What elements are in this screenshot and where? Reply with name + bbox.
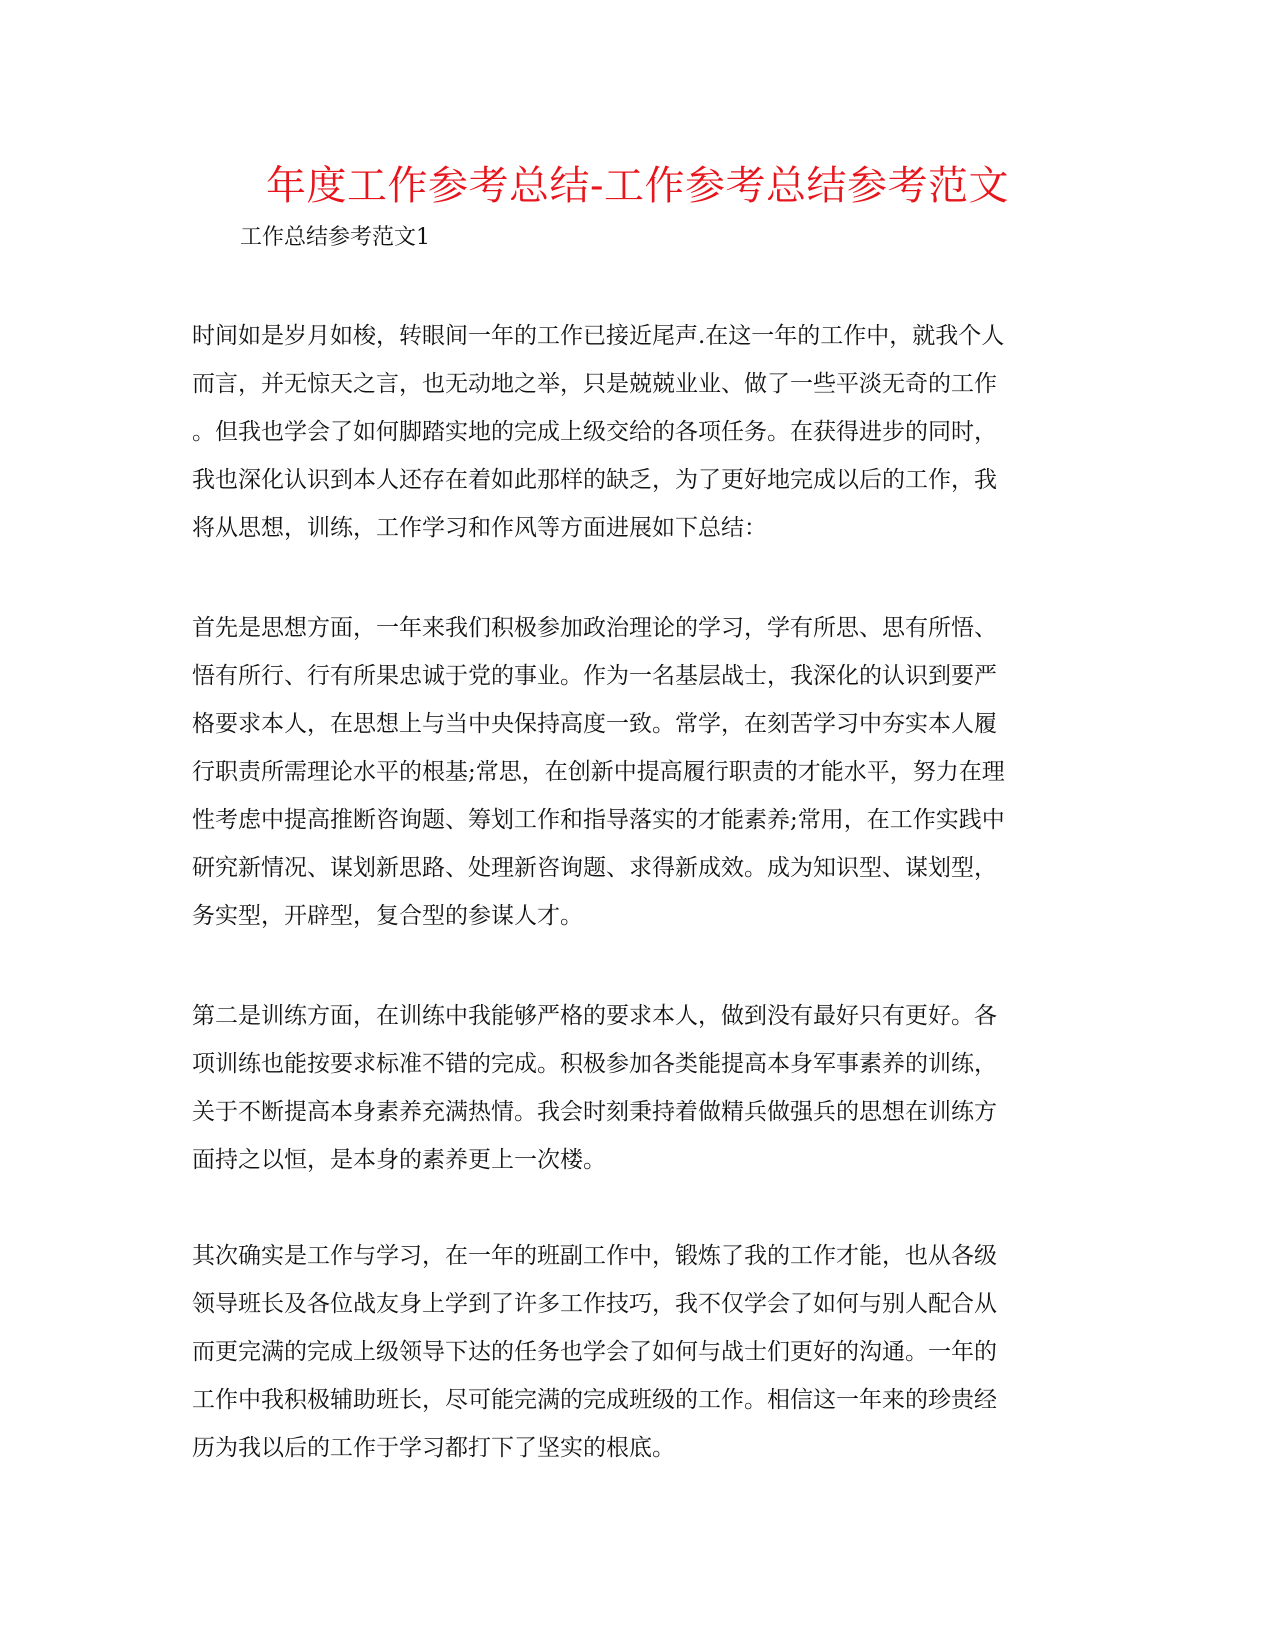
paragraph-line: 第二是训练方面，在训练中我能够严格的要求本人，做到没有最好只有更好。各	[192, 1003, 997, 1029]
paragraph-line: 悟有所行、行有所果忠诚于党的事业。作为一名基层战士，我深化的认识到要严	[192, 663, 997, 689]
paragraph-line: 性考虑中提高推断咨询题、筹划工作和指导落实的才能素养;常用，在工作实践中	[192, 807, 1005, 833]
paragraph-line: 而更完满的完成上级领导下达的任务也学会了如何与战士们更好的沟通。一年的	[192, 1339, 997, 1365]
document-title: 年度工作参考总结-工作参考总结参考范文	[265, 163, 1009, 209]
paragraph-4	[192, 1232, 1076, 1472]
paragraph-line: 工作中我积极辅助班长，尽可能完满的完成班级的工作。相信这一年来的珍贵经	[192, 1387, 997, 1413]
paragraph-line: 其次确实是工作与学习，在一年的班副工作中，锻炼了我的工作才能，也从各级	[192, 1243, 997, 1269]
paragraph-line: 项训练也能按要求标准不错的完成。积极参加各类能提高本身军事素养的训练，	[192, 1051, 997, 1077]
paragraph-1	[192, 312, 1076, 552]
paragraph-line: 领导班长及各位战友身上学到了许多工作技巧，我不仅学会了如何与别人配合从	[192, 1291, 997, 1317]
paragraph-line: 首先是思想方面，一年来我们积极参加政治理论的学习，学有所思、思有所悟、	[192, 615, 997, 641]
paragraph-line: 研究新情况、谋划新思路、处理新咨询题、求得新成效。成为知识型、谋划型，	[192, 855, 997, 881]
paragraph-3	[192, 992, 1076, 1184]
paragraph-line: 务实型，开辟型，复合型的参谋人才。	[192, 903, 583, 929]
paragraph-line: 关于不断提高本身素养充满热情。我会时刻秉持着做精兵做强兵的思想在训练方	[192, 1099, 997, 1125]
paragraph-2	[192, 604, 1076, 940]
document-subtitle: 工作总结参考范文1	[240, 225, 430, 250]
paragraph-line: 行职责所需理论水平的根基;常思，在创新中提高履行职责的才能水平，努力在理	[192, 759, 1005, 785]
paragraph-line: 而言，并无惊天之言，也无动地之举，只是兢兢业业、做了一些平淡无奇的工作	[192, 371, 997, 397]
paragraph-line: 将从思想，训练，工作学习和作风等方面进展如下总结：	[192, 515, 767, 541]
paragraph-line: 时间如是岁月如梭，转眼间一年的工作已接近尾声.在这一年的工作中，就我个人	[192, 323, 1005, 349]
paragraph-line: 历为我以后的工作于学习都打下了坚实的根底。	[192, 1435, 675, 1461]
paragraph-line: 我也深化认识到本人还存在着如此那样的缺乏，为了更好地完成以后的工作，我	[192, 467, 997, 493]
paragraph-line: 。但我也学会了如何脚踏实地的完成上级交给的各项任务。在获得进步的同时，	[192, 419, 997, 445]
paragraph-line: 格要求本人，在思想上与当中央保持高度一致。常学，在刻苦学习中夯实本人履	[192, 711, 997, 737]
paragraph-line: 面持之以恒，是本身的素养更上一次楼。	[192, 1147, 606, 1173]
